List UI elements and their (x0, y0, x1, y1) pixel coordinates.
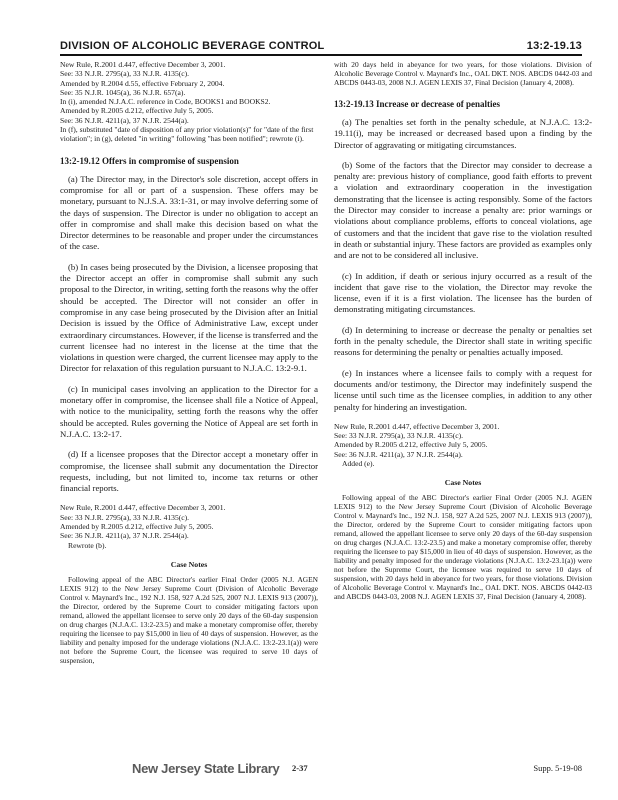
library-watermark: New Jersey State Library (132, 761, 280, 776)
history-line: Amended by R.2005 d.212, effective July 5, 2005. (60, 106, 214, 116)
case-note-continuation: with 20 days held in abeyance for two years, for those violations. Division of Alcoholic Beverage Control v. Maynard's Inc., OAL DKT. NOS. ABCDS 0442-03 and ABCDS 0443-03, 2008 N.J. AGEN LEXIS 37, Final Decision (January 4, 2008). (334, 60, 592, 87)
case-note: Following appeal of the ABC Director's earlier Final Order (2005 N.J. AGEN LEXIS 912) to the New Jersey Supreme Court (Division of Alcoholic Beverage Control v. Maynard's Inc., 192 N.J. 158, 927 A.2d 525, 2007 N.J. LEXIS 913 (2007)), the Director, ordered by the Supreme Court to consider mitigating factors upon remand, allowed the appellant licensee to serve only 20 days of the 60-day suspension on drug charges (N.J.A.C. 13:2-23.5) and make a monetary compromise offer, thereby requiring the licensee to pay $15,000 in lieu of 40 days of suspension. However, as the liability and penalty imposed for the underage violations (N.J.A.C. 13:2-23.1(a)) were not before the Supreme Court, the licensee was required to serve 10 days of suspension, with 20 days held in abeyance for two years, for those violations. Division of Alcoholic Beverage Control v. Maynard's Inc., OAL DKT. NOS. ABCDS 0442-03 and ABCDS 0443-03, 2008 N.J. AGEN LEXIS 37, Final Decision (January 4, 2008). (334, 493, 592, 602)
history-line: In (f), substituted "date of disposition of any prior violation(s)" for "date of the first violation"; in (g), deleted "in writing" following "has been notified"; rewrote (i). (60, 125, 314, 144)
right-column (334, 60, 592, 601)
paragraph-b: (b) In cases being prosecuted by the Division, a licensee proposing that the Director accept an offer in compromise shall submit any such proposal to the Director, in writing, setting forth the reasons why the offer should be accepted. The Director will not consider an offer in compromise in any case being prosecuted by the Division after an Initial Decision is issued by the Office of Administrative Law, except under extraordinary circumstances. However, if the license is transferred and the current licensee had no interest in the license at the time that the violations in question were charged, the current licensee may apply to the Director for relaxation of this regulation pursuant to N.J.A.C. 13:2-9.1. (60, 261, 318, 374)
header-section-ref: 13:2-19.13 (526, 40, 582, 52)
paragraph-c: (c) In municipal cases involving an application to the Director for a monetary offer in compromise, the licensee shall file a Notice of Appeal, with notice to the municipality, setting forth the reasons why the offer should be accepted. Rules governing the Notice of Appeal are set forth in N.J.A.C. 13:2-17. (60, 383, 318, 439)
page-header (60, 34, 582, 56)
history-line: Amended by R.2005 d.212, effective July 5, 2005. (60, 521, 214, 531)
history-line: New Rule, R.2001 d.447, effective December 3, 2001. (60, 503, 226, 513)
top-history-block (60, 60, 318, 144)
case-notes-heading: Case Notes (170, 559, 208, 569)
history-block (60, 503, 318, 549)
history-line: See: 33 N.J.R. 2795(a), 33 N.J.R. 4135(c). (334, 431, 464, 441)
paragraph-a: (a) The penalties set forth in the penalty schedule, at N.J.A.C. 13:2-19.11(i), may be increased or decreased based upon a finding by the Director of aggravating or mitigating circumstances. (334, 117, 592, 150)
history-line: Amended by R.2005 d.212, effective July 5, 2005. (334, 440, 488, 450)
section-title-19-13: 13:2-19.13 Increase or decrease of penalties (334, 99, 500, 109)
paragraph-e: (e) In instances where a licensee fails to comply with a request for documents and/or testimony, the Director may indefinitely suspend the license until such time as the licensee complies, in addition to any other penalty for hindering an investigation. (334, 367, 592, 412)
case-notes-heading: Case Notes (444, 478, 482, 488)
section-title-19-12: 13:2-19.12 Offers in compromise of suspension (60, 155, 239, 166)
paragraph-b: (b) Some of the factors that the Director may consider to decrease a penalty are: previous history of compliance, good faith efforts to prevent a violation and extraordinary cooperation in the investigation demonstrating that the licensee is acting responsibly. Some of the factors the Director may consider to increase a penalty are: prior warnings or violations about compliance problems, efforts to conceal violations, age of customers and that the incident that gave rise to the violation resulted in death or substantial injury. These factors are provided as examples only and are not to be considered all inclusive. (334, 159, 592, 261)
history-block (334, 422, 592, 468)
history-line: See: 33 N.J.R. 2795(a), 33 N.J.R. 4135(c). (60, 69, 190, 79)
history-note: Added (e). (342, 459, 375, 469)
left-column (60, 60, 318, 665)
history-line: See: 36 N.J.R. 4211(a), 37 N.J.R. 2544(a). (60, 531, 189, 541)
history-line: Amended by R.2004 d.55, effective February 2, 2004. (60, 78, 225, 88)
history-line: See: 33 N.J.R. 2795(a), 33 N.J.R. 4135(c). (60, 512, 190, 522)
history-line: In (i), amended N.J.A.C. reference in Code, BOOKS1 and BOOKS2. (60, 97, 271, 107)
history-line: New Rule, R.2001 d.447, effective December 3, 2001. (334, 421, 500, 431)
history-line: See: 35 N.J.R. 1045(a), 36 N.J.R. 657(a). (60, 87, 186, 97)
page-number: 2-37 (292, 763, 308, 773)
history-line: See: 36 N.J.R. 4211(a), 37 N.J.R. 2544(a). (60, 115, 189, 125)
paragraph-c: (c) In addition, if death or serious injury occurred as a result of the incident that gave rise to the violation, the Director may revoke the license, even if it is a first violation. The licensee has the burden of demonstrating mitigating circumstances. (334, 270, 592, 315)
paragraph-d: (d) In determining to increase or decrease the penalty or penalties set forth in the penalty schedule, the Director shall state in writing specific reasons for determining the penalty or penalties actually imposed. (334, 324, 592, 358)
case-note: Following appeal of the ABC Director's earlier Final Order (2005 N.J. AGEN LEXIS 912) to the New Jersey Supreme Court (Division of Alcoholic Beverage Control v. Maynard's Inc., 192 N.J. 158, 927 A.2d 525, 2007 N.J. LEXIS 913 (2007)), the Director, ordered by the Supreme Court to consider mitigating factors upon remand, allowed the appellant licensee to serve only 20 days of the 60-day suspension on drug charges (N.J.A.C. 13:2-23.5) and make a monetary compromise offer, thereby requiring the licensee to pay $15,000 in lieu of 40 days of suspension. However, as the liability and penalty imposed for the underage violations (N.J.A.C. 13:2-23.1(a)) were not before the Supreme Court, the licensee was required to serve 10 days of suspension, (60, 574, 318, 665)
supplement-date: Supp. 5-19-08 (533, 763, 582, 773)
history-line: See: 36 N.J.R. 4211(a), 37 N.J.R. 2544(a). (334, 449, 463, 459)
history-line: New Rule, R.2001 d.447, effective December 3, 2001. (60, 60, 226, 69)
paragraph-d: (d) If a licensee proposes that the Director accept a monetary offer in compromise, the licensee shall submit any documentation the Director requests, including, but not limited to, income tax returns or other financial reports. (60, 449, 318, 494)
history-note: Rewrote (b). (68, 540, 107, 550)
header-title: DIVISION OF ALCOHOLIC BEVERAGE CONTROL (60, 40, 325, 52)
paragraph-a: (a) The Director may, in the Director's sole discretion, accept offers in compromise for all or part of a suspension. These offers may be monetary, pursuant to N.J.S.A. 33:1-31, or may involve deferring some of the days of suspension. The Director is under no obligation to accept an offer in compromise and shall make this decision based on what the Director determines to be reasonable and proper under the circumstances of the case. (60, 173, 318, 252)
page-footer (60, 763, 582, 779)
